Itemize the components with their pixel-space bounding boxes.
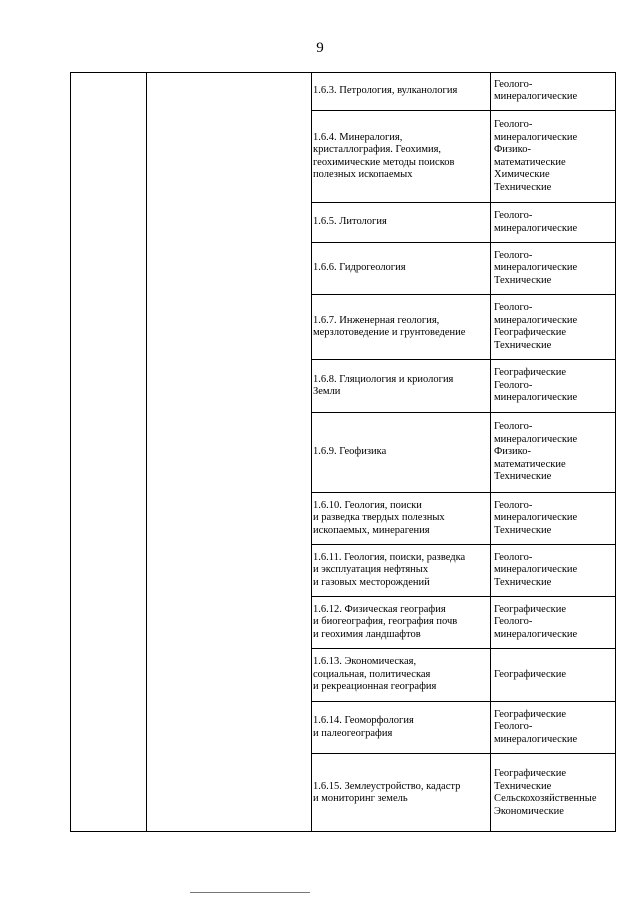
- specialty-cell: [313, 649, 489, 701]
- specialty-cell: [313, 72, 489, 110]
- sciences-cell: [492, 702, 616, 753]
- sciences-text: Геолого- минералогические Технические: [494, 551, 578, 588]
- specialty-cell: [313, 702, 489, 753]
- table-row: [311, 295, 616, 360]
- sciences-cell: [492, 754, 616, 832]
- specialty-text: 1.6.4. Минералогия, кристаллография. Геохимия, геохимические методы поисков полезных ископаемых: [313, 131, 455, 180]
- specialty-text: 1.6.6. Гидрогеология: [313, 262, 406, 274]
- specialty-text: 1.6.12. Физическая география и биогеография, география почв и геохимия ландшафтов: [313, 603, 458, 640]
- sciences-text: Географические Геолого- минералогические: [494, 708, 578, 745]
- table-row: [311, 597, 616, 649]
- specialty-cell: [313, 360, 489, 412]
- sciences-text: Географические: [494, 668, 567, 680]
- specialty-text: 1.6.14. Геоморфология и палеогеография: [313, 715, 414, 739]
- sciences-cell: [492, 413, 616, 492]
- sciences-text: Геолого- минералогические Географические Технические: [494, 302, 578, 351]
- sciences-text: Геолого- минералогические Технические: [494, 499, 578, 536]
- specialty-text: 1.6.13. Экономическая, социальная, политическая и рекреационная география: [313, 656, 437, 693]
- specialty-cell: [313, 203, 489, 242]
- specialty-cell: [313, 493, 489, 544]
- scan-edge-line: [190, 892, 310, 893]
- sciences-text: Географические Геолого- минералогические: [494, 603, 578, 640]
- sciences-text: Геолого- минералогические Физико- математические Химические Технические: [494, 119, 578, 193]
- specialty-cell: [313, 754, 489, 832]
- specialty-text: 1.6.3. Петрология, вулканология: [313, 84, 458, 96]
- specialty-text: 1.6.9. Геофизика: [313, 446, 387, 458]
- specialty-text: 1.6.10. Геология, поиски и разведка твердых полезных ископаемых, минерагения: [313, 499, 445, 536]
- sciences-cell: [492, 111, 616, 202]
- sciences-cell: [492, 545, 616, 596]
- sciences-text: Географические Технические Сельскохозяйственные Экономические: [494, 768, 597, 817]
- sciences-cell: [492, 243, 616, 294]
- sciences-cell: [492, 493, 616, 544]
- specialty-text: 1.6.11. Геология, поиски, разведка и эксплуатация нефтяных и газовых месторождений: [313, 551, 466, 588]
- sciences-cell: [492, 203, 616, 242]
- table-row: [311, 493, 616, 545]
- table-row: [311, 754, 616, 832]
- sciences-text: Геолого- минералогические Технические: [494, 249, 578, 286]
- sciences-text: Географические Геолого- минералогические: [494, 367, 578, 404]
- table-row: [311, 203, 616, 243]
- sciences-text: Геолого- минералогические Физико- математические Технические: [494, 421, 578, 483]
- specialty-cell: [313, 597, 489, 648]
- sciences-cell: [492, 649, 616, 701]
- specialty-text: 1.6.15. Землеустройство, кадастр и мониторинг земель: [313, 780, 461, 804]
- specialty-cell: [313, 243, 489, 294]
- sciences-text: Геолого- минералогические: [494, 210, 578, 234]
- specialty-text: 1.6.8. Гляциология и криология Земли: [313, 373, 454, 397]
- table-row: [311, 360, 616, 413]
- table-row: [311, 702, 616, 754]
- sciences-cell: [492, 360, 616, 412]
- sciences-cell: [492, 295, 616, 359]
- specialty-cell: [313, 413, 489, 492]
- column-divider: [146, 72, 147, 832]
- page-number: 9: [316, 40, 324, 56]
- sciences-cell: [492, 597, 616, 648]
- specialty-text: 1.6.7. Инженерная геология, мерзлотоведение и грунтоведение: [313, 314, 466, 338]
- specialty-cell: [313, 545, 489, 596]
- specialty-cell: [313, 111, 489, 202]
- sciences-text: Геолого- минералогические: [494, 78, 578, 102]
- table-row: [311, 413, 616, 493]
- table-row: [311, 649, 616, 702]
- table-row: [311, 545, 616, 597]
- sciences-cell: [492, 72, 616, 110]
- table-row: [311, 243, 616, 295]
- specialty-cell: [313, 295, 489, 359]
- table-row: [311, 111, 616, 203]
- specialty-text: 1.6.5. Литология: [313, 216, 387, 228]
- table-row: [311, 72, 616, 111]
